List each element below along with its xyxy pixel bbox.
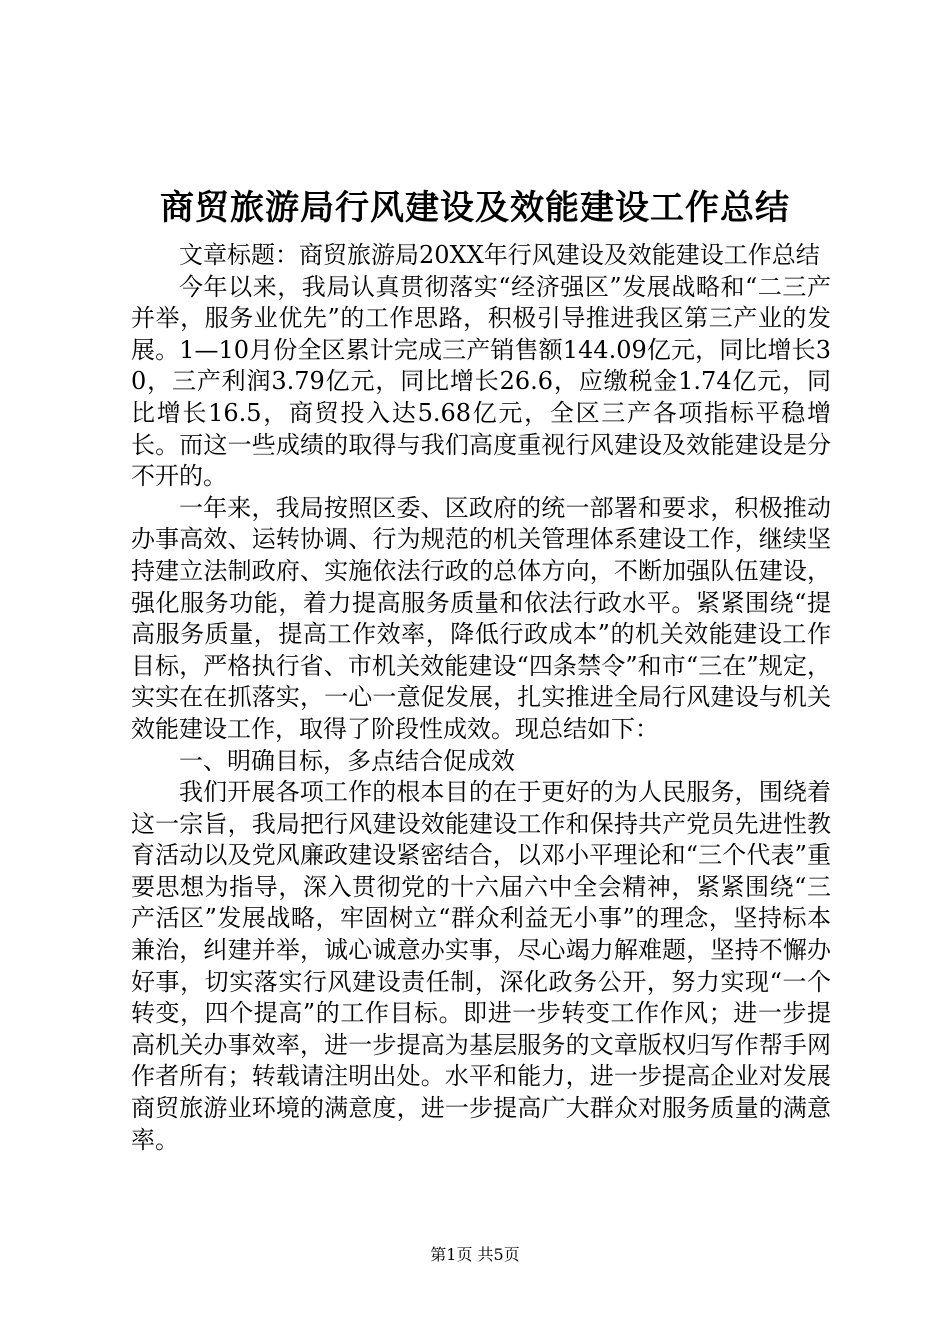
document-title: 商贸旅游局行风建设及效能建设工作总结	[160, 188, 790, 228]
article-title-line: 文章标题：商贸旅游局20XX年行风建设及效能建设工作总结	[179, 241, 820, 269]
paragraph-overview: 一年来，我局按照区委、区政府的统一部署和要求，积极推动办事高效、运转协调、行为规范的机关管理体系建设工作，继续坚持建立法制政府、实施依法行政的总体方向，不断加强队伍建设，强化服务功能，着力提高服务质量和依法行政水平。紧紧围绕“提高服务质量，提高工作效率，降低行政成本”的机关效能建设工作目标，严格执行省、市机关效能建设“四条禁令”和市“三在”规定，实实在在抓落实，一心一意促发展，扎实推进全局行风建设与机关效能建设工作，取得了阶段性成效。现总结如下：	[131, 493, 831, 743]
document-body	[131, 240, 831, 1156]
paragraph-intro: 今年以来，我局认真贯彻落实“经济强区”发展战略和“二三产并举，服务业优先”的工作思路，积极引导推进我区第三产业的发展。1—10月份全区累计完成三产销售额144.09亿元，同比增长30，三产利润3.79亿元，同比增长26.6，应缴税金1.74亿元，同比增长16.5，商贸投入达5.68亿元，全区三产各项指标平稳增长。而这一些成绩的取得与我们高度重视行风建设及效能建设是分不开的。	[131, 272, 831, 491]
section-heading-1: 一、明确目标，多点结合促成效	[179, 746, 515, 775]
page-footer: 第1页 共5页	[430, 1245, 520, 1264]
paragraph-section-1: 我们开展各项工作的根本目的在于更好的为人民服务，围绕着这一宗旨，我局把行风建设效能建设工作和保持共产党员先进性教育活动以及党风廉政建设紧密结合，以邓小平理论和“三个代表”重要思想为指导，深入贯彻党的十六届六中全会精神，紧紧围绕“三产活区”发展战略，牢固树立“群众利益无小事”的理念，坚持标本兼治，纠建并举，诚心诚意办实事，尽心竭力解难题，坚持不懈办好事，切实落实行风建设责任制，深化政务公开，努力实现“一个转变，四个提高”的工作目标。即进一步转变工作作风；进一步提高机关办事效率，进一步提高为基层服务的文章版权归写作帮手网作者所有；转载请注明出处。水平和能力，进一步提高企业对发展商贸旅游业环境的满意度，进一步提高广大群众对服务质量的满意率。	[131, 778, 831, 1154]
